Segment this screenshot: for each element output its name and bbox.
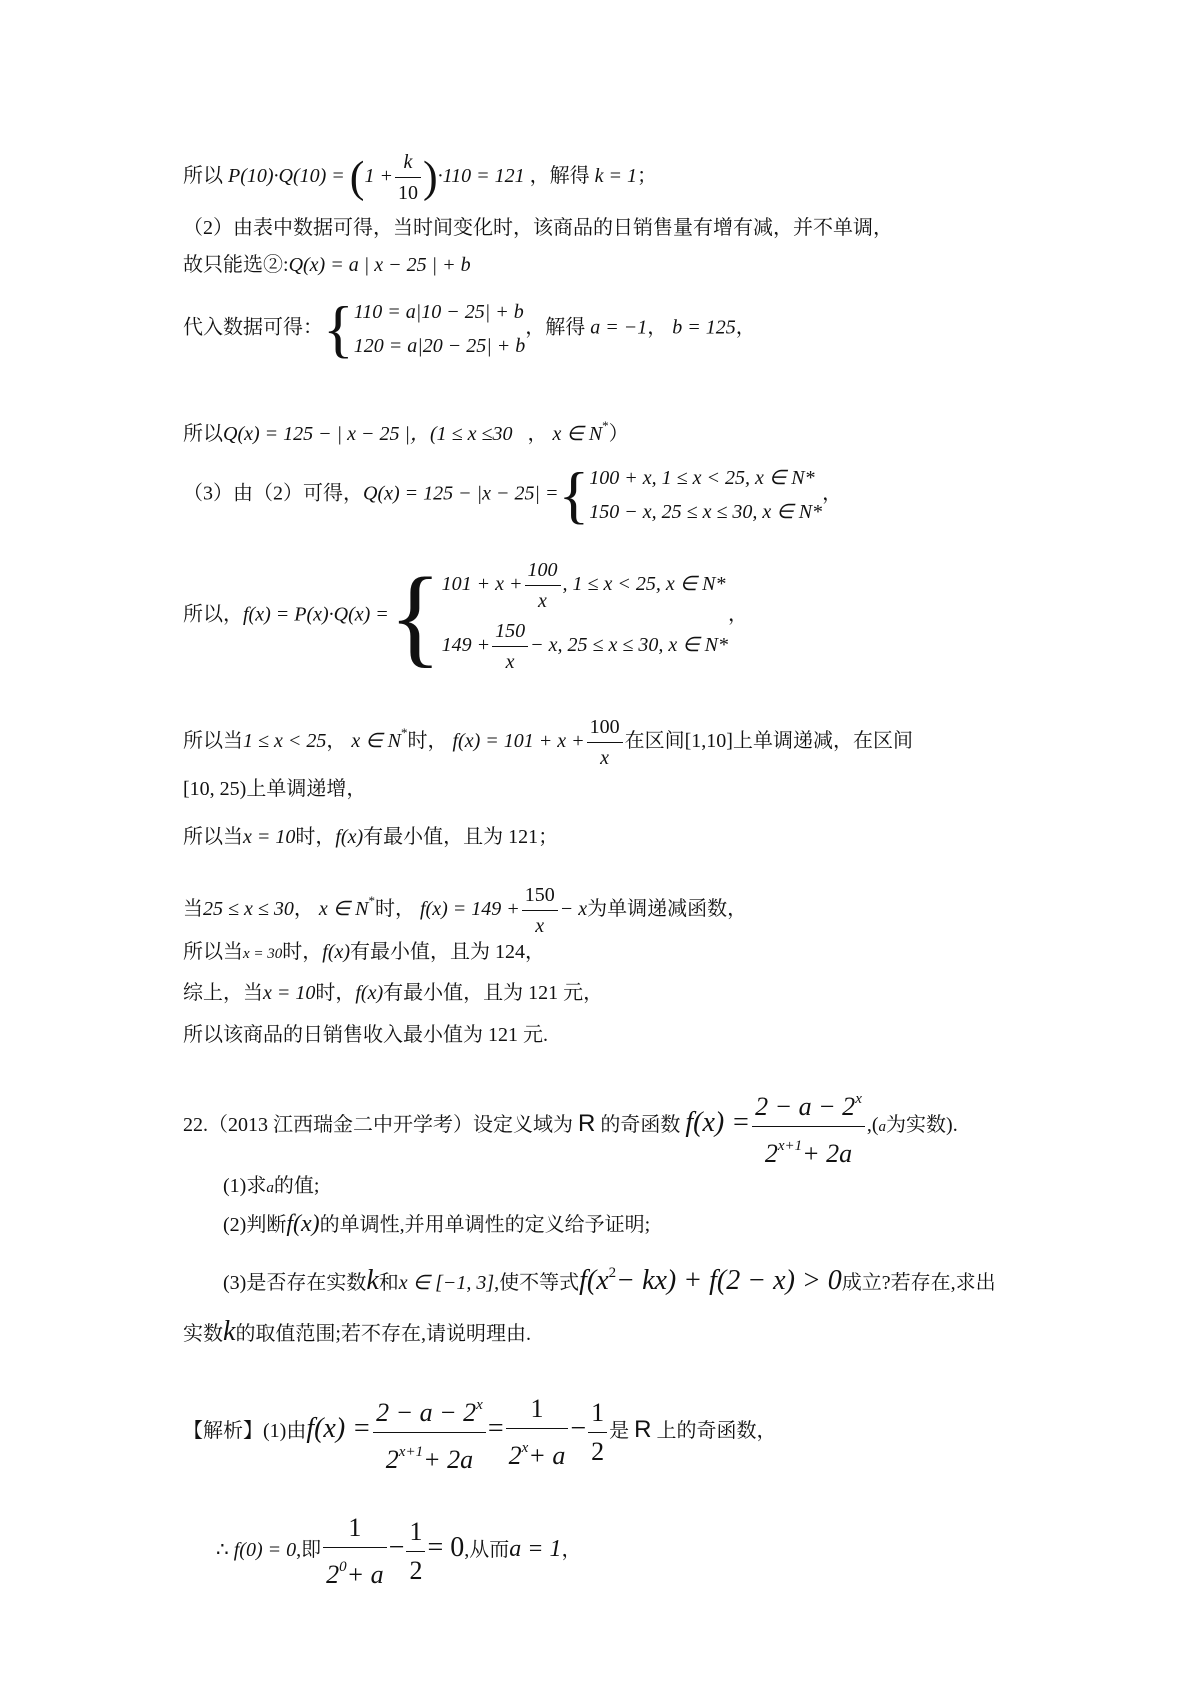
denominator — [752, 1127, 865, 1173]
text: ,从而 — [464, 1539, 510, 1562]
text: 上单调递增， — [246, 778, 367, 800]
math-expr: f(x — [579, 1265, 609, 1296]
denominator: x — [600, 747, 610, 769]
math-expr: x = 30 — [243, 946, 283, 962]
text: 所以， — [183, 603, 243, 626]
superscript: * — [602, 418, 609, 433]
question-part-1 — [223, 1172, 1020, 1202]
denominator: 10 — [397, 182, 418, 204]
math-expr: + a — [346, 1560, 384, 1589]
math-expr: [10, 25) — [183, 778, 247, 800]
text: 所以当 — [183, 941, 243, 963]
text: 所以当 — [183, 826, 243, 848]
text: ， — [326, 730, 347, 753]
solution-line-14: 所以该商品的日销售收入最小值为 121 元. — [183, 1024, 548, 1046]
math-expr: k — [223, 1316, 236, 1347]
denominator — [506, 1429, 569, 1475]
numerator: 1 — [406, 1513, 425, 1552]
solution-22-line-1 — [183, 1386, 1020, 1479]
text: ； — [637, 165, 657, 188]
math-expr: f(x) — [322, 941, 351, 963]
math-expr: 1 ≤ x < 25 — [243, 730, 327, 753]
math-expr: x = 10 — [263, 982, 316, 1004]
math-expr: ，(1 ≤ x ≤30 — [410, 423, 513, 445]
text: 成立?若存在,求出 — [841, 1272, 996, 1294]
math-expr: = — [487, 1413, 504, 1445]
solution-line-11 — [183, 880, 1020, 941]
math-expr: f(x) — [335, 826, 364, 848]
fraction — [323, 1509, 387, 1594]
superscript: * — [368, 893, 375, 909]
fraction — [522, 880, 558, 941]
math-expr: ·110 = 121 — [437, 165, 525, 188]
fraction — [506, 1390, 569, 1475]
case-row: 120 = a|20 − 25| + b — [353, 335, 526, 357]
math-expr: 2 — [764, 1139, 778, 1168]
solution-line-4 — [183, 295, 1020, 363]
math-expr: 149 + — [441, 634, 491, 657]
case-row — [442, 616, 728, 677]
superscript: x — [521, 1440, 529, 1456]
solution-line-2: （2）由表中数据可得，当时间变化时，该商品的日销售量有增有减，并不单调， — [183, 217, 893, 239]
fraction — [588, 1394, 607, 1471]
math-expr: 2 — [508, 1441, 522, 1470]
text: 是 — [609, 1420, 630, 1443]
text: (2)判断 — [223, 1214, 287, 1236]
numerator: 1 — [588, 1394, 607, 1433]
text: 【解析】(1)由 — [183, 1420, 307, 1443]
left-brace: { — [558, 459, 590, 530]
text: 为实数). — [886, 1114, 958, 1137]
text: 上的奇函数， — [656, 1420, 777, 1443]
math-expr: P(10)·Q(10) = — [228, 165, 345, 188]
math-expr: x ∈ N — [552, 423, 603, 445]
math-expr: x ∈ N — [318, 898, 369, 921]
text: ，解得 — [529, 165, 590, 188]
math-expr: k = 1 — [594, 165, 637, 188]
text: (1)求 — [223, 1175, 267, 1197]
text: 在区间 — [624, 730, 685, 753]
math-expr: 25 ≤ x ≤ 30 — [203, 898, 294, 921]
math-expr: − — [388, 1532, 405, 1564]
math-expr: 2 − a − 2 — [755, 1092, 856, 1121]
solution-line-9 — [183, 775, 1020, 803]
superscript: x — [476, 1397, 483, 1413]
text: 故只能选②: — [183, 254, 289, 276]
text: 当 — [183, 898, 203, 921]
fraction — [752, 1080, 865, 1173]
math-expr: f(0) = 0 — [233, 1539, 297, 1562]
numerator: 150 — [492, 616, 528, 647]
solution-line-6 — [183, 461, 1020, 529]
left-paren: ( — [349, 152, 365, 202]
text: ∴ — [216, 1539, 229, 1562]
math-expr: = 0 — [427, 1532, 465, 1564]
superscript: x+1 — [777, 1138, 803, 1154]
math-expr: − x, 25 ≤ x ≤ 30, x ∈ N* — [530, 634, 728, 657]
denominator: x — [535, 915, 545, 937]
math-expr: a — [266, 1180, 274, 1196]
text: ， — [727, 603, 748, 626]
case-system — [354, 295, 525, 363]
text: 的奇函数 — [600, 1114, 681, 1137]
math-expr: k — [366, 1265, 379, 1296]
text: 的单调性,并用单调性的定义给予证明; — [319, 1214, 651, 1236]
denominator: x — [505, 651, 515, 673]
fraction — [395, 147, 421, 208]
fraction — [525, 555, 561, 616]
math-expr: x ∈ N — [351, 730, 401, 753]
math-expr: a = 1 — [509, 1536, 562, 1563]
text: ,使不等式 — [494, 1272, 580, 1294]
text: ,即 — [296, 1539, 322, 1562]
math-expr: − — [570, 1413, 587, 1445]
case-row — [442, 555, 728, 616]
text: 的值; — [273, 1175, 320, 1197]
case-row: 110 = a|10 − 25| + b — [353, 301, 524, 323]
math-expr: f(x) = — [306, 1413, 372, 1445]
text: (3)是否存在实数 — [223, 1272, 367, 1294]
solution-line-8 — [183, 712, 1020, 773]
math-expr: f(x) = P(x)·Q(x) = — [243, 603, 389, 626]
text: 有最小值，且为 124， — [350, 941, 546, 963]
math-expr: Q(x) = 125 − | x − 25 | — [223, 423, 411, 445]
fraction — [373, 1386, 486, 1479]
numerator — [752, 1080, 865, 1127]
math-expr: 2 — [385, 1445, 399, 1474]
math-expr: f(x) = 149 + — [419, 898, 520, 921]
text: ,( — [866, 1114, 879, 1137]
left-brace: { — [323, 293, 354, 364]
text: 有最小值，且为 121 元， — [383, 982, 604, 1004]
numerator — [373, 1386, 486, 1433]
math-expr: Q(x) = 125 − |x − 25| = — [363, 482, 559, 505]
text: 所以 — [183, 165, 223, 188]
numerator: 100 — [587, 712, 623, 743]
solution-line-12 — [183, 938, 1020, 968]
math-expr: b = 125 — [672, 316, 736, 339]
case-row: 150 − x, 25 ≤ x ≤ 30, x ∈ N* — [589, 501, 823, 523]
numerator: k — [395, 147, 421, 178]
numerator: 1 — [323, 1509, 387, 1548]
denominator — [323, 1548, 387, 1594]
text: ，解得 — [525, 316, 586, 339]
solution-line-3 — [183, 251, 1020, 279]
math-expr: + 2a — [423, 1445, 474, 1474]
text: 时， — [282, 941, 323, 963]
math-expr: [1,10] — [684, 730, 733, 753]
superscript: * — [401, 725, 408, 741]
math-expr: f(x) = 101 + x + — [452, 730, 585, 753]
text: ， — [527, 423, 548, 445]
text: 综上，当 — [183, 982, 263, 1004]
text: 时， — [315, 982, 356, 1004]
solution-line-1 — [183, 147, 1020, 208]
text: 时， — [407, 730, 448, 753]
text: ， — [822, 482, 843, 505]
math-expr: Q(x) = a | x − 25 | + b — [288, 254, 471, 276]
math-symbol: R — [634, 1416, 652, 1444]
superscript: x+1 — [398, 1444, 424, 1460]
text: ， — [561, 1539, 582, 1562]
math-expr: 1 + — [364, 165, 393, 188]
math-expr: 101 + x + — [441, 573, 523, 596]
math-expr: f(x) — [286, 1211, 320, 1237]
math-expr: 2 — [326, 1560, 340, 1589]
math-expr: f(x) = — [685, 1107, 751, 1139]
math-symbol: R — [578, 1110, 596, 1138]
math-expr: a = −1 — [590, 316, 648, 339]
text: 时， — [374, 898, 415, 921]
math-expr: x = 10 — [243, 826, 296, 848]
solution-22-line-2 — [216, 1509, 1020, 1594]
math-expr: x ∈ [−1, 3] — [398, 1272, 495, 1294]
fraction — [406, 1513, 425, 1590]
question-part-3 — [223, 1259, 1020, 1297]
question-part-3-cont — [183, 1318, 1020, 1348]
solution-line-10 — [183, 823, 1020, 851]
case-system — [442, 555, 728, 677]
text: ） — [608, 423, 629, 445]
solution-line-5 — [183, 412, 1020, 448]
text: 有最小值，且为 121； — [363, 826, 559, 848]
text: 所以 — [183, 423, 223, 445]
text: 实数 — [183, 1323, 223, 1345]
question-22 — [183, 1080, 1020, 1173]
solution-line-7 — [183, 555, 1020, 677]
numerator: 100 — [525, 555, 561, 586]
superscript: x — [855, 1091, 862, 1107]
case-system — [589, 461, 822, 529]
text: 时， — [295, 826, 336, 848]
text: 22.（2013 江西瑞金二中开学考）设定义域为 — [183, 1114, 573, 1137]
fraction — [492, 616, 528, 677]
text: ， — [293, 898, 314, 921]
math-expr: f(x) — [355, 982, 384, 1004]
math-expr: , 1 ≤ x < 25, x ∈ N* — [562, 573, 726, 596]
math-expr: + a — [528, 1441, 566, 1470]
case-row: 100 + x, 1 ≤ x < 25, x ∈ N* — [589, 467, 815, 489]
solution-line-13 — [183, 979, 1020, 1007]
math-expr: − x — [559, 898, 588, 921]
text: 所以当 — [183, 730, 243, 753]
text: 代入数据可得： — [183, 316, 323, 339]
text: 和 — [378, 1272, 399, 1294]
left-brace: { — [388, 555, 442, 677]
math-expr: − kx) + f(2 − x) > 0 — [616, 1265, 842, 1296]
text: ， — [735, 316, 756, 339]
superscript: 0 — [339, 1559, 347, 1575]
superscript: 2 — [608, 1265, 617, 1281]
text: 的取值范围;若不存在,请说明理由. — [235, 1323, 531, 1345]
text: 上单调递减，在区间 — [732, 730, 913, 753]
math-expr: a — [878, 1119, 887, 1136]
text: 为单调递减函数， — [587, 898, 748, 921]
numerator: 150 — [522, 880, 558, 911]
question-part-2 — [223, 1210, 1020, 1239]
denominator: 2 — [591, 1437, 605, 1466]
math-expr: + 2a — [802, 1139, 853, 1168]
right-paren: ) — [422, 152, 438, 202]
text: （3）由（2）可得， — [183, 482, 363, 505]
denominator: 2 — [409, 1556, 423, 1585]
fraction — [587, 712, 623, 773]
math-expr: 2 − a − 2 — [376, 1398, 477, 1427]
numerator: 1 — [506, 1390, 569, 1429]
denominator: x — [538, 590, 547, 612]
denominator — [373, 1433, 486, 1479]
text: ， — [647, 316, 668, 339]
